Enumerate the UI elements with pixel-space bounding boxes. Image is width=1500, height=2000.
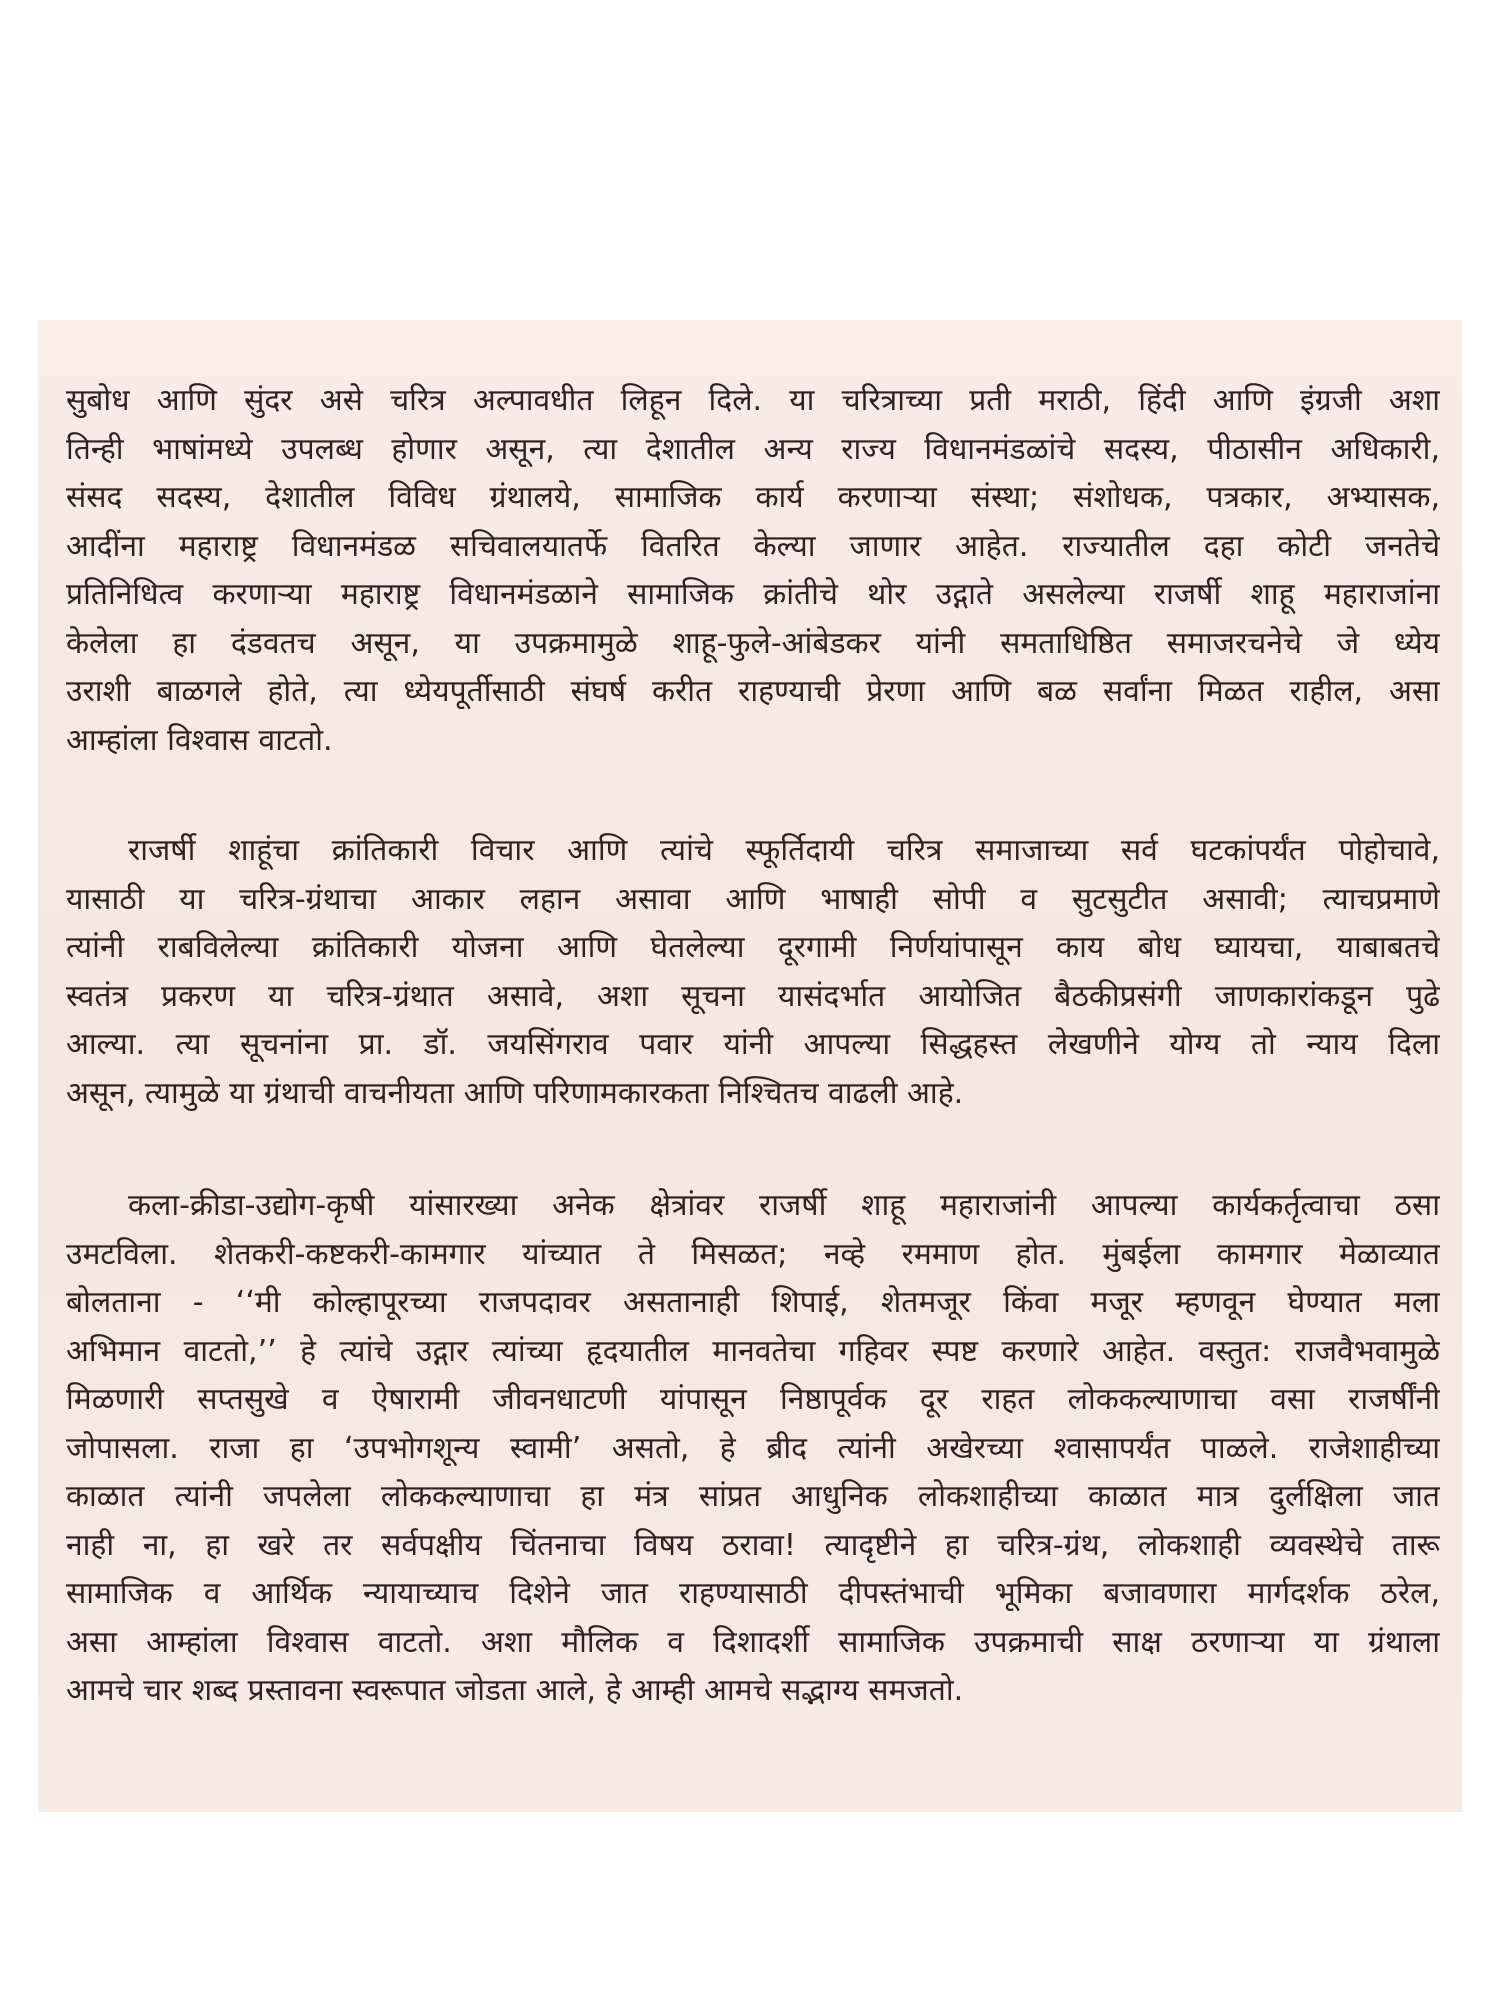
text-line: केलेला हा दंडवतच असून, या उपक्रमामुळे शाहू-फुले-आंबेडकर यांनी समताधिष्ठित समाजरचनेचे जे ध्येय — [66, 625, 1440, 661]
text-line: आदींना महाराष्ट्र विधानमंडळ सचिवालयातर्फे वितरित केल्या जाणार आहेत. राज्यातील दहा कोटी जनतेचे — [66, 528, 1440, 564]
paragraph-1 — [66, 377, 1440, 765]
text-line: सुबोध आणि सुंदर असे चरित्र अल्पावधीत लिहून दिले. या चरित्राच्या प्रती मराठी, हिंदी आणि इंग्रजी अशा — [66, 383, 1440, 418]
paragraph-3 — [66, 1182, 1440, 1716]
text-line: उमटविला. शेतकरी-कष्टकरी-कामगार यांच्यात ते मिसळत; नव्हे रममाण होत. मुंबईला कामगार मेळाव्यात — [66, 1236, 1440, 1272]
paragraph-2 — [66, 827, 1440, 1118]
text-line: प्रतिनिधित्व करणाऱ्या महाराष्ट्र विधानमंडळाने सामाजिक क्रांतीचे थोर उद्गाते असलेल्या राजर्षी शाहू महाराजांना — [66, 577, 1440, 612]
text-line: काळात त्यांनी जपलेला लोककल्याणाचा हा मंत्र सांप्रत आधुनिक लोकशाहीच्या काळात मात्र दुर्लक्षिला जात — [66, 1479, 1440, 1514]
text-line: असून, त्यामुळे या ग्रंथाची वाचनीयता आणि परिणामकारकता निश्चितच वाढली आहे. — [66, 1075, 964, 1111]
text-line: सामाजिक व आर्थिक न्यायाच्याच दिशेने जात राहण्यासाठी दीपस्तंभाची भूमिका बजावणारा मार्गदर्शक ठरेल, — [66, 1576, 1440, 1611]
text-line: राजर्षी शाहूंचा क्रांतिकारी विचार आणि त्यांचे स्फूर्तिदायी चरित्र समाजाच्या सर्व घटकांपर्यंत पोहोचावे, — [128, 833, 1440, 868]
text-line: उराशी बाळगले होते, त्या ध्येयपूर्तीसाठी संघर्ष करीत राहण्याची प्रेरणा आणि बळ सर्वांना मिळत राहील, असा — [66, 674, 1440, 709]
text-line: आमचे चार शब्द प्रस्तावना स्वरूपात जोडता आले, हे आम्ही आमचे सद्भाग्य समजतो. — [66, 1673, 964, 1708]
text-line: कला-क्रीडा-उद्योग-कृषी यांसारख्या अनेक क्षेत्रांवर राजर्षी शाहू महाराजांनी आपल्या कार्यकर्तृत्वाचा ठसा — [128, 1188, 1440, 1223]
text-line: यासाठी या चरित्र-ग्रंथाचा आकार लहान असावा आणि भाषाही सोपी व सुटसुटीत असावी; त्याचप्रमाणे — [66, 881, 1440, 917]
text-line: अभिमान वाटतो,’’ हे त्यांचे उद्गार त्यांच्या हृदयातील मानवतेचा गहिवर स्पष्ट करणारे आहेत. वस्तुत: राजवैभवामुळे — [66, 1333, 1440, 1369]
text-line: आम्हांला विश्वास वाटतो. — [66, 722, 333, 758]
text-line: तिन्ही भाषांमध्ये उपलब्ध होणार असून, त्या देशातील अन्य राज्य विधानमंडळांचे सदस्य, पीठासीन अधिकारी, — [66, 431, 1440, 467]
text-line: संसद सदस्य, देशातील विविध ग्रंथालये, सामाजिक कार्य करणाऱ्या संस्था; संशोधक, पत्रकार, अभ्यासक, — [66, 480, 1440, 515]
text-line: आल्या. त्या सूचनांना प्रा. डॉ. जयसिंगराव पवार यांनी आपल्या सिद्धहस्त लेखणीने योग्य तो न्याय दिला — [66, 1027, 1440, 1062]
text-line: स्वतंत्र प्रकरण या चरित्र-ग्रंथात असावे, अशा सूचना यासंदर्भात आयोजित बैठकीप्रसंगी जाणकारांकडून पुढे — [66, 978, 1440, 1014]
text-line: मिळणारी सप्तसुखे व ऐषारामी जीवनधाटणी यांपासून निष्ठापूर्वक दूर राहत लोककल्याणाचा वसा राजर्षींनी — [66, 1382, 1440, 1417]
text-line: बोलताना - ‘‘मी कोल्हापूरच्या राजपदावर असतानाही शिपाई, शेतमजूर किंवा मजूर म्हणवून घेण्यात मला — [66, 1285, 1440, 1320]
text-line: त्यांनी राबविलेल्या क्रांतिकारी योजना आणि घेतलेल्या दूरगामी निर्णयांपासून काय बोध घ्यायचा, याबाबतचे — [66, 930, 1440, 965]
text-line: असा आम्हांला विश्वास वाटतो. अशा मौलिक व दिशादर्शी सामाजिक उपक्रमाची साक्ष ठरणाऱ्या या ग्रंथाला — [66, 1624, 1440, 1660]
text-line: जोपासला. राजा हा ‘उपभोगशून्य स्वामी’ असतो, हे ब्रीद त्यांनी अखेरच्या श्वासापर्यंत पाळले. राजेशाहीच्या — [66, 1430, 1440, 1466]
text-line: नाही ना, हा खरे तर सर्वपक्षीय चिंतनाचा विषय ठरावा! त्यादृष्टीने हा चरित्र-ग्रंथ, लोकशाही व्यवस्थेचे तारू — [66, 1527, 1440, 1563]
